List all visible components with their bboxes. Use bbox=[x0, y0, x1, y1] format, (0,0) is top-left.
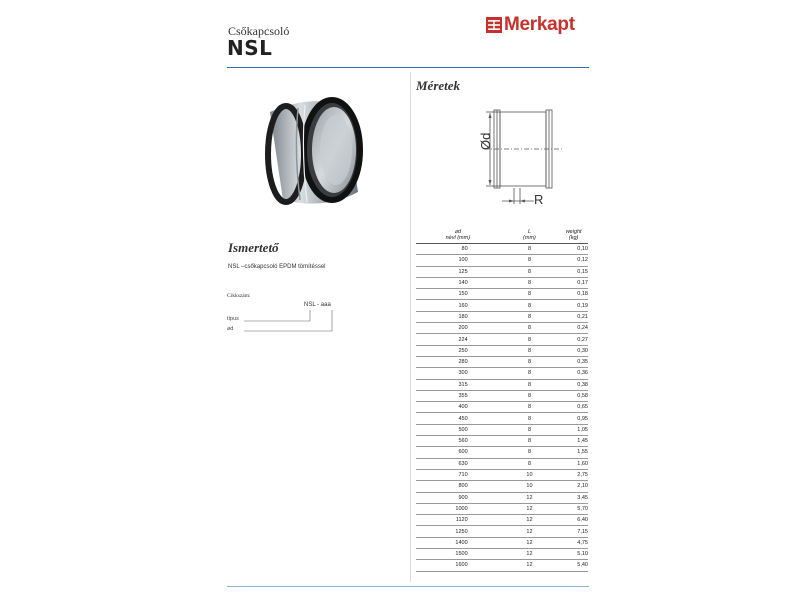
table-row bbox=[416, 266, 588, 277]
cell-diameter: 630 bbox=[416, 458, 500, 469]
table-row bbox=[416, 345, 588, 356]
cell-length: 12 bbox=[500, 526, 560, 537]
cell-diameter: 180 bbox=[416, 311, 500, 322]
table-row bbox=[416, 277, 588, 288]
brand-logo bbox=[486, 14, 575, 36]
cell-length: 8 bbox=[500, 390, 560, 401]
cell-diameter: 1400 bbox=[416, 537, 500, 548]
cell-weight: 0,10 bbox=[559, 244, 588, 255]
cell-length: 8 bbox=[500, 334, 560, 345]
cell-length: 10 bbox=[500, 469, 560, 480]
order-code: NSL - aaa bbox=[304, 302, 331, 308]
cell-length: 8 bbox=[500, 413, 560, 424]
cell-diameter: 400 bbox=[416, 402, 500, 413]
cell-weight: 0,18 bbox=[559, 289, 588, 300]
cell-weight: 0,17 bbox=[559, 277, 588, 288]
cell-weight: 2,75 bbox=[559, 469, 588, 480]
table-row bbox=[416, 503, 588, 514]
table-row bbox=[416, 436, 588, 447]
table-row bbox=[416, 368, 588, 379]
table-row bbox=[416, 379, 588, 390]
cell-length: 8 bbox=[500, 255, 560, 266]
col-header-diameter-line1: ⌀d bbox=[454, 229, 462, 235]
table-body bbox=[416, 244, 588, 572]
table-row bbox=[416, 549, 588, 560]
table-row bbox=[416, 413, 588, 424]
product-photo bbox=[250, 92, 370, 210]
cell-weight: 0,19 bbox=[559, 300, 588, 311]
cell-length: 8 bbox=[500, 311, 560, 322]
cell-length: 8 bbox=[500, 424, 560, 435]
cell-weight: 0,38 bbox=[559, 379, 588, 390]
table-header-row bbox=[416, 228, 588, 244]
dimensions-heading: Méretek bbox=[416, 78, 461, 93]
cell-diameter: 280 bbox=[416, 356, 500, 367]
cell-length: 12 bbox=[500, 503, 560, 514]
table-row bbox=[416, 334, 588, 345]
table-row bbox=[416, 311, 588, 322]
table-row bbox=[416, 560, 588, 571]
table-row bbox=[416, 424, 588, 435]
cell-diameter: 200 bbox=[416, 323, 500, 334]
cell-length: 10 bbox=[500, 481, 560, 492]
cell-diameter: 600 bbox=[416, 447, 500, 458]
table-row bbox=[416, 537, 588, 548]
table-row bbox=[416, 492, 588, 503]
table-row bbox=[416, 515, 588, 526]
cell-length: 8 bbox=[500, 436, 560, 447]
brand-name: Merkapt bbox=[504, 14, 575, 35]
col-header-diameter-line2: névl (mm) bbox=[445, 235, 471, 241]
col-header-diameter bbox=[416, 228, 500, 244]
cell-weight: 0,95 bbox=[559, 413, 588, 424]
cell-weight: 1,55 bbox=[559, 447, 588, 458]
order-code-diameter-label: ⌀d bbox=[227, 326, 234, 332]
description-text: NSL –csőkapcsoló EPDM tömítéssel bbox=[228, 264, 326, 270]
cell-diameter: 1000 bbox=[416, 503, 500, 514]
table-row bbox=[416, 469, 588, 480]
diameter-label: Ød bbox=[478, 132, 493, 150]
cell-weight: 5,10 bbox=[559, 549, 588, 560]
cell-diameter: 355 bbox=[416, 390, 500, 401]
cell-weight: 1,60 bbox=[559, 458, 588, 469]
table-row bbox=[416, 356, 588, 367]
cell-diameter: 1500 bbox=[416, 549, 500, 560]
cell-length: 8 bbox=[500, 300, 560, 311]
order-code-leader-lines bbox=[240, 306, 340, 336]
cell-weight: 5,40 bbox=[559, 560, 588, 571]
technical-drawing bbox=[464, 104, 584, 214]
cell-length: 8 bbox=[500, 379, 560, 390]
cell-weight: 0,12 bbox=[559, 255, 588, 266]
col-header-length-line1: L bbox=[527, 229, 531, 235]
cell-diameter: 100 bbox=[416, 255, 500, 266]
cell-weight: 0,36 bbox=[559, 368, 588, 379]
brand-mark-icon bbox=[486, 17, 502, 33]
cell-diameter: 300 bbox=[416, 368, 500, 379]
table-row bbox=[416, 300, 588, 311]
table-row bbox=[416, 458, 588, 469]
cell-diameter: 450 bbox=[416, 413, 500, 424]
cell-weight: 0,35 bbox=[559, 356, 588, 367]
product-title: NSL bbox=[227, 36, 273, 60]
cell-diameter: 140 bbox=[416, 277, 500, 288]
cell-length: 8 bbox=[500, 368, 560, 379]
cell-diameter: 80 bbox=[416, 244, 500, 255]
cell-length: 8 bbox=[500, 458, 560, 469]
cell-weight: 0,58 bbox=[559, 390, 588, 401]
cell-length: 8 bbox=[500, 289, 560, 300]
cell-length: 12 bbox=[500, 537, 560, 548]
header-divider bbox=[227, 67, 589, 68]
table-row bbox=[416, 481, 588, 492]
table-row bbox=[416, 289, 588, 300]
cell-weight: 0,30 bbox=[559, 345, 588, 356]
col-header-weight-line2: (kg) bbox=[568, 235, 579, 241]
cell-length: 8 bbox=[500, 345, 560, 356]
cell-weight: 0,24 bbox=[559, 323, 588, 334]
cell-length: 8 bbox=[500, 323, 560, 334]
footer-divider bbox=[227, 586, 589, 587]
r-label: R bbox=[534, 192, 544, 207]
cell-diameter: 315 bbox=[416, 379, 500, 390]
cell-length: 12 bbox=[500, 492, 560, 503]
cell-weight: 0,27 bbox=[559, 334, 588, 345]
order-code-label: Cikkszám: bbox=[227, 293, 251, 299]
cell-length: 8 bbox=[500, 447, 560, 458]
cell-weight: 0,65 bbox=[559, 402, 588, 413]
cell-weight: 2,10 bbox=[559, 481, 588, 492]
cell-diameter: 125 bbox=[416, 266, 500, 277]
cell-weight: 7,15 bbox=[559, 526, 588, 537]
cell-length: 8 bbox=[500, 402, 560, 413]
cell-diameter: 150 bbox=[416, 289, 500, 300]
cell-length: 12 bbox=[500, 515, 560, 526]
col-header-weight bbox=[559, 228, 588, 244]
cell-diameter: 250 bbox=[416, 345, 500, 356]
cell-weight: 6,40 bbox=[559, 515, 588, 526]
cell-length: 8 bbox=[500, 277, 560, 288]
cell-weight: 5,70 bbox=[559, 503, 588, 514]
table-row bbox=[416, 255, 588, 266]
cell-diameter: 800 bbox=[416, 481, 500, 492]
cell-weight: 1,05 bbox=[559, 424, 588, 435]
order-code-type-label: típus bbox=[227, 316, 239, 322]
cell-diameter: 500 bbox=[416, 424, 500, 435]
cell-diameter: 560 bbox=[416, 436, 500, 447]
table-row bbox=[416, 244, 588, 255]
cell-diameter: 224 bbox=[416, 334, 500, 345]
cell-diameter: 900 bbox=[416, 492, 500, 503]
cell-diameter: 160 bbox=[416, 300, 500, 311]
table-row bbox=[416, 402, 588, 413]
description-heading: Ismertető bbox=[228, 240, 279, 255]
cell-weight: 4,75 bbox=[559, 537, 588, 548]
cell-length: 8 bbox=[500, 356, 560, 367]
col-header-weight-line1: weight bbox=[565, 229, 582, 235]
cell-diameter: 1120 bbox=[416, 515, 500, 526]
column-divider bbox=[410, 72, 411, 582]
cell-weight: 0,21 bbox=[559, 311, 588, 322]
cell-diameter: 1600 bbox=[416, 560, 500, 571]
product-category: Csőkapcsoló bbox=[228, 24, 290, 38]
cell-weight: 1,45 bbox=[559, 436, 588, 447]
table-row bbox=[416, 526, 588, 537]
cell-length: 12 bbox=[500, 560, 560, 571]
dimensions-table bbox=[416, 228, 588, 572]
table-row bbox=[416, 390, 588, 401]
table-row bbox=[416, 323, 588, 334]
cell-length: 8 bbox=[500, 266, 560, 277]
col-header-length bbox=[500, 228, 560, 244]
col-header-length-line2: (mm) bbox=[523, 235, 536, 241]
cell-weight: 3,45 bbox=[559, 492, 588, 503]
cell-diameter: 710 bbox=[416, 469, 500, 480]
cell-weight: 0,15 bbox=[559, 266, 588, 277]
cell-diameter: 1250 bbox=[416, 526, 500, 537]
table-row bbox=[416, 447, 588, 458]
cell-length: 12 bbox=[500, 549, 560, 560]
cell-length: 8 bbox=[500, 244, 560, 255]
